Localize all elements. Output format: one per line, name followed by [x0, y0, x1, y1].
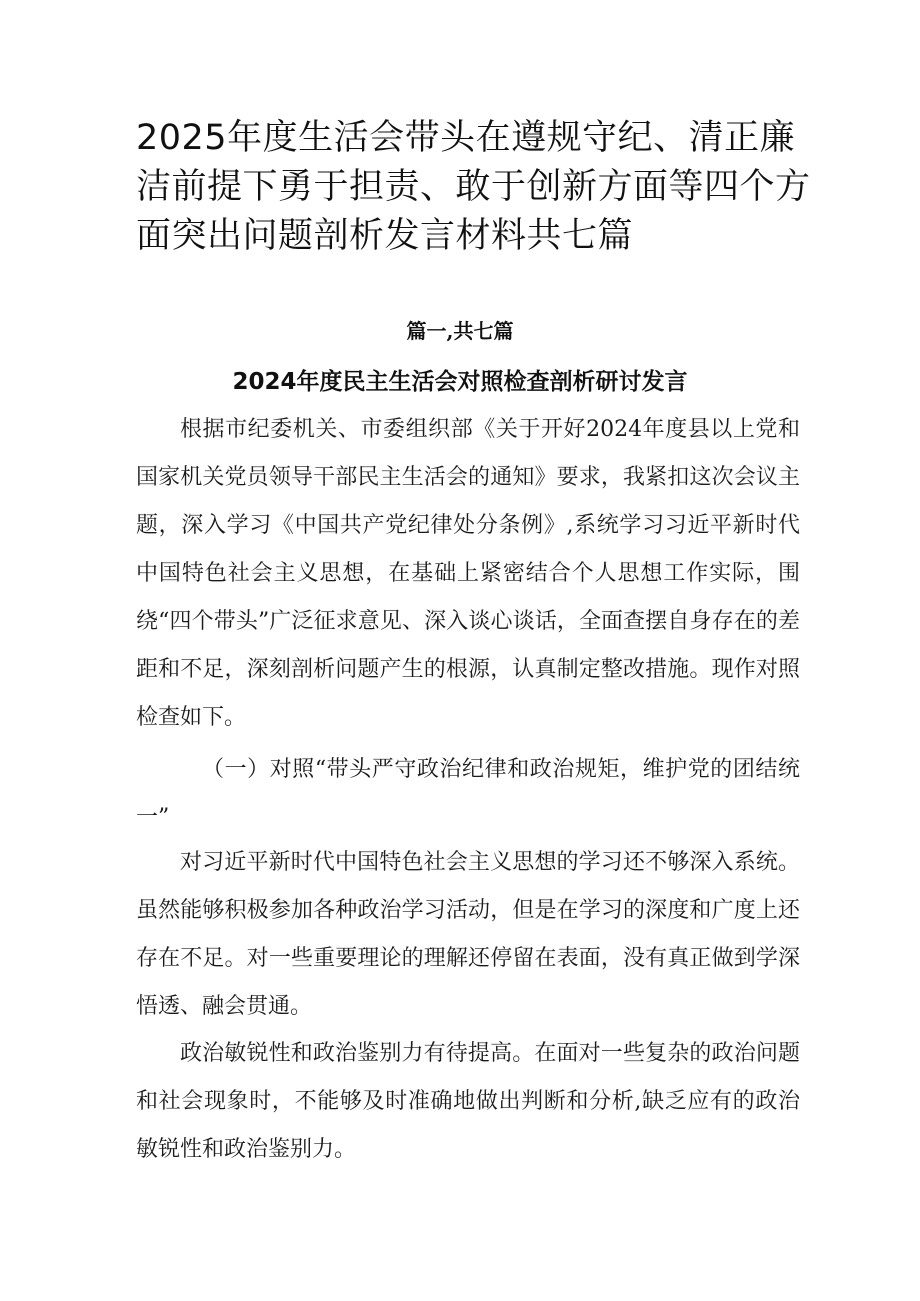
paragraph-political-sensitivity: 政治敏锐性和政治鉴别力有待提高。在面对一些复杂的政治问题和社会现象时，不能够及时准确地做出判断和分析,缺乏应有的政治敏锐性和政治鉴别力。	[136, 1041, 800, 1162]
document-title: 2025年度生活会带头在遵规守纪、清正廉洁前提下勇于担责、敢于创新方面等四个方面突出问题剖析发言材料共七篇	[136, 118, 811, 256]
paragraph-subheading: （一）对照“带头严守政治纪律和政治规矩，维护党的团结统一”	[136, 757, 800, 830]
article-title: 2024年度民主生活会对照检查剖析研讨发言	[232, 369, 688, 395]
section-label: 篇一,共七篇	[406, 319, 514, 343]
paragraph-study: 对习近平新时代中国特色社会主义思想的学习还不够深入系统。虽然能够积极参加各种政治学习活动，但是在学习的深度和广度上还存在不足。对一些重要理论的理解还停留在表面，没有真正做到学深悟透、融会贯通。	[136, 850, 800, 1019]
paragraph-intro: 根据市纪委机关、市委组织部《关于开好2024年度县以上党和国家机关党员领导干部民主生活会的通知》要求，我紧扣这次会议主题，深入学习《中国共产党纪律处分条例》,系统学习习近平新时代中国特色社会主义思想，在基础上紧密结合个人思想工作实际，围绕“四个带头”广泛征求意见、深入谈心谈话，全面查摆自身存在的差距和不足，深刻剖析问题产生的根源，认真制定整改措施。现作对照检查如下。	[136, 417, 800, 730]
